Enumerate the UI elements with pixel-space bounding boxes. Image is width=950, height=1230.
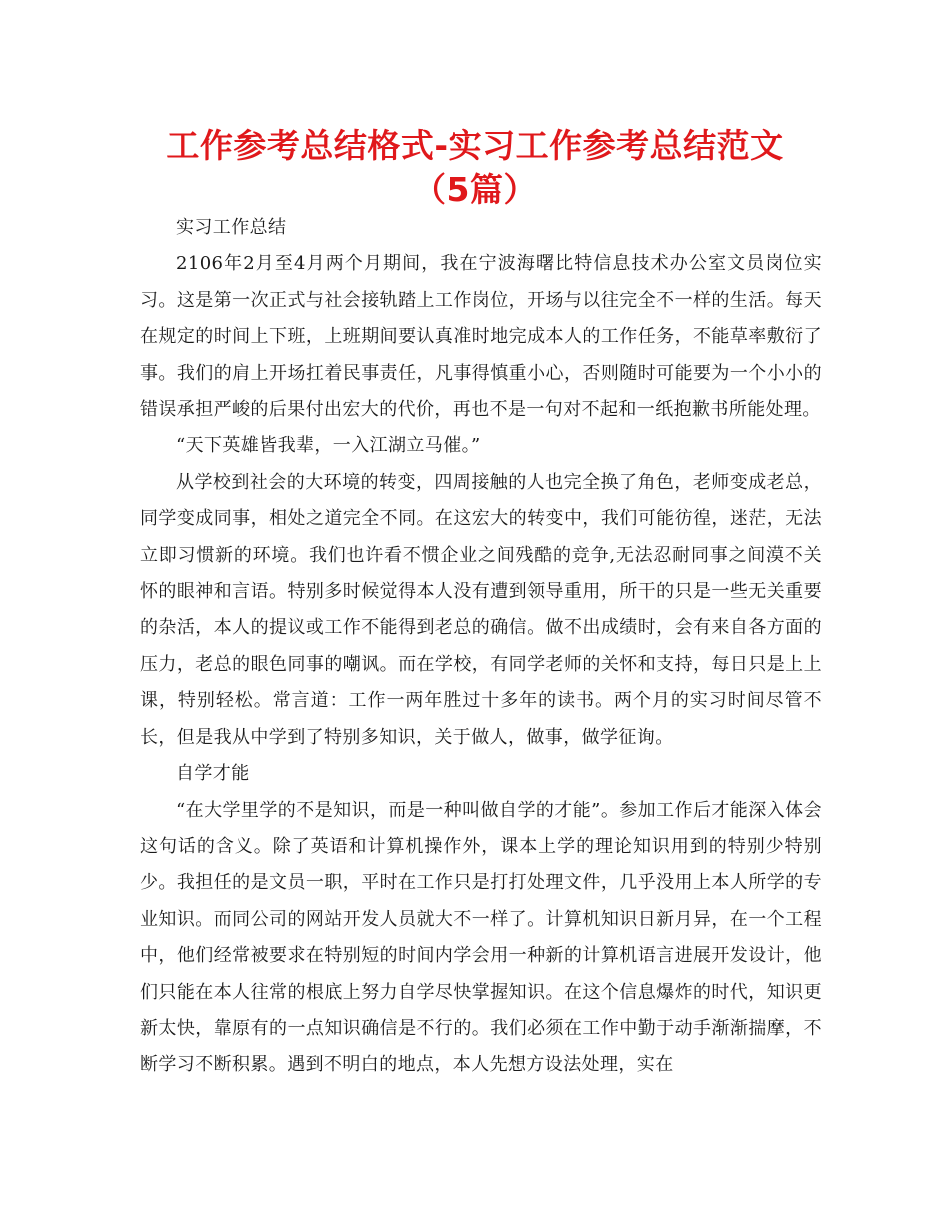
document-title: 工作参考总结格式-实习工作参考总结范文（5篇）: [166, 126, 784, 209]
body-paragraph: “在大学里学的不是知识，而是一种叫做自学的才能”。参加工作后才能深入体会这句话的含义。除了英语和计算机操作外，课本上学的理论知识用到的特别少特别少。我担任的是文员一职，平时在工作只是打打处理文件，几乎没用上本人所学的专业知识。而同公司的网站开发人员就大不一样了。计算机知识日新月异，在一个工程中，他们经常被要求在特别短的时间内学会用一种新的计算机语言进展开发设计，他们只能在本人往常的根底上努力自学尽快掌握知识。在这个信息爆炸的时代，知识更新太快，靠原有的一点知识确信是不行的。我们必须在工作中勤于动手渐渐揣摩，不断学习不断积累。遇到不明白的地点，本人先想方设法处理，实在: [140, 799, 822, 1076]
body-paragraph: 从学校到社会的大环境的转变，四周接触的人也完全换了角色，老师变成老总，同学变成同事，相处之道完全不同。在这宏大的转变中，我们可能彷徨，迷茫，无法立即习惯新的环境。我们也许看不惯企业之间残酷的竞争,无法忍耐同事之间漠不关怀的眼神和言语。特别多时候觉得本人没有遭到领导重用，所干的只是一些无关重要的杂活，本人的提议或工作不能得到老总的确信。做不出成绩时，会有来自各方面的压力，老总的眼色同事的嘲讽。而在学校，有同学老师的关怀和支持，每日只是上上课，特别轻松。常言道：工作一两年胜过十多年的读书。两个月的实习时间尽管不长，但是我从中学到了特别多知识，关于做人，做事，做学征询。: [140, 471, 822, 748]
body-paragraph: 2106年2月至4月两个月期间，我在宁波海曙比特信息技术办公室文员岗位实习。这是第一次正式与社会接轨踏上工作岗位，开场与以往完全不一样的生活。每天在规定的时间上下班，上班期间要认真准时地完成本人的工作任务，不能草率敷衍了事。我们的肩上开场扛着民事责任，凡事得慎重小心，否则随时可能要为一个小小的错误承担严峻的后果付出宏大的代价，再也不是一句对不起和一纸抱歉书所能处理。: [140, 253, 822, 421]
quote-paragraph: “天下英雄皆我辈，一入江湖立马催。”: [176, 435, 481, 457]
document-body: [140, 210, 822, 1084]
section-heading-internship-summary: 实习工作总结: [176, 217, 287, 238]
section-heading-self-learning: 自学才能: [176, 763, 250, 785]
